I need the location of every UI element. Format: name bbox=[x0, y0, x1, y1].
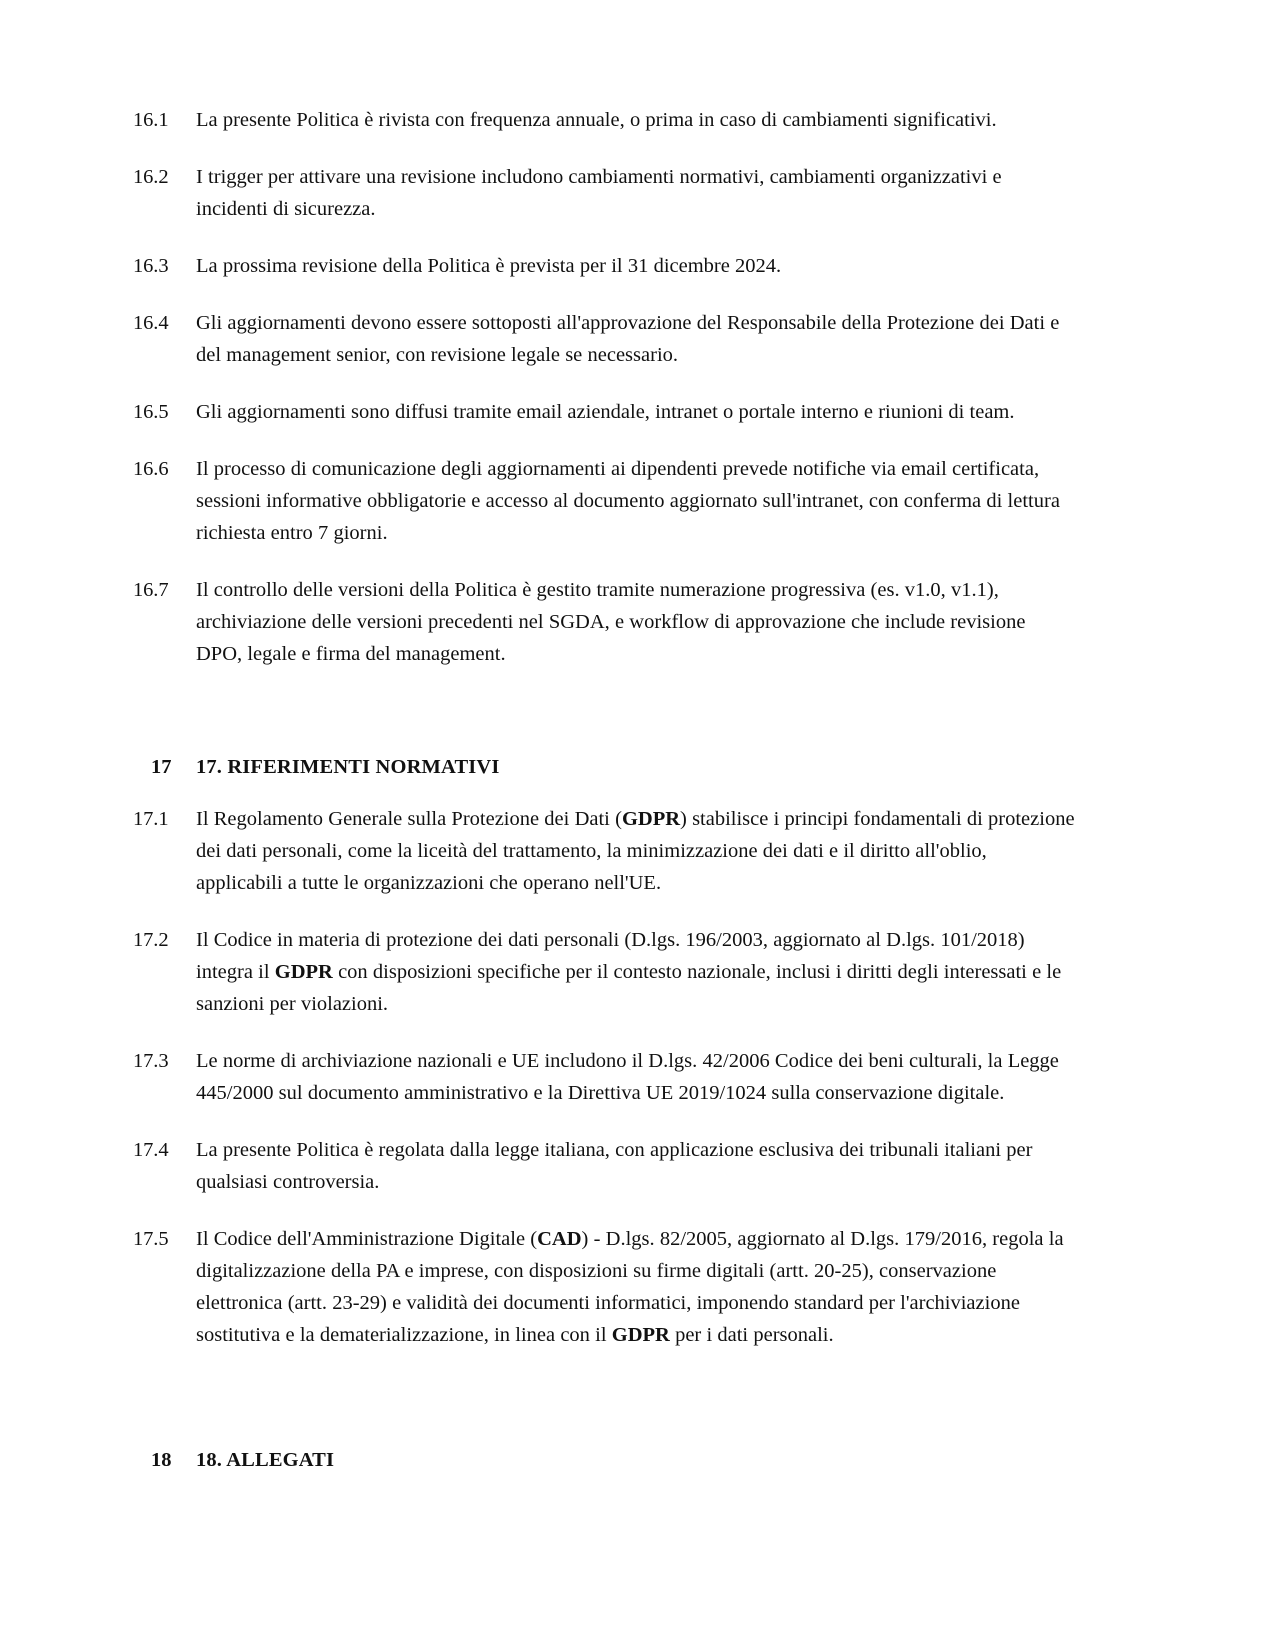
clause-body: Le norme di archiviazione nazionali e UE includono il D.lgs. 42/2006 Codice dei beni culturali, la Legge 445/2000 sul documento amministrativo e la Direttiva UE 2019/1024 sulla conservazione digitale. bbox=[196, 1050, 1059, 1104]
clause-item bbox=[133, 803, 1076, 899]
clause-body: La presente Politica è regolata dalla legge italiana, con applicazione esclusiva dei tribunali italiani per qualsiasi controversia. bbox=[196, 1139, 1033, 1193]
clause-item bbox=[133, 161, 1076, 225]
clause-body: Il Codice in materia di protezione dei dati personali (D.lgs. 196/2003, aggiornato al D.lgs. 101/2018) integra il GDPR con disposizioni specifiche per il contesto nazionale, inclusi i diritti degli interessati e le sanzioni per violazioni. bbox=[196, 929, 1062, 1015]
clause-body: Il processo di comunicazione degli aggiornamenti ai dipendenti prevede notifiche via email certificata, sessioni informative obbligatorie e accesso al documento aggiornato sull'intranet, con conferma di lettura richiesta entro 7 giorni. bbox=[196, 458, 1060, 544]
spacer bbox=[133, 1376, 1076, 1444]
spacer bbox=[133, 783, 1076, 803]
clause-item bbox=[133, 307, 1076, 371]
clause-number: 16.5 bbox=[133, 401, 169, 423]
clause-number: 16.6 bbox=[133, 458, 169, 480]
section-heading-number: 18 bbox=[151, 1449, 172, 1471]
clause-body: I trigger per attivare una revisione includono cambiamenti normativi, cambiamenti organizzativi e incidenti di sicurezza. bbox=[196, 166, 1002, 220]
clause-item bbox=[133, 1134, 1076, 1198]
clause-body: La presente Politica è rivista con frequenza annuale, o prima in caso di cambiamenti significativi. bbox=[196, 109, 997, 131]
clause-number: 16.2 bbox=[133, 166, 169, 188]
emphasis-term: CAD bbox=[537, 1228, 582, 1250]
emphasis-term: GDPR bbox=[621, 808, 681, 830]
clause-item bbox=[133, 104, 1076, 136]
section-heading-17 bbox=[133, 751, 1076, 783]
clause-body: La prossima revisione della Politica è prevista per il 31 dicembre 2024. bbox=[196, 255, 782, 277]
clause-body: Il Regolamento Generale sulla Protezione dei Dati (GDPR) stabilisce i principi fondamentali di protezione dei dati personali, come la liceità del trattamento, la minimizzazione dei dati e il diritto all'oblio, applicabili a tutte le organizzazioni che operano nell'UE. bbox=[196, 808, 1075, 894]
section-heading-18 bbox=[133, 1444, 1076, 1476]
clause-list-17 bbox=[133, 803, 1076, 1351]
clause-number: 17.5 bbox=[133, 1228, 169, 1250]
clause-number: 17.3 bbox=[133, 1050, 169, 1072]
clause-body: Il controllo delle versioni della Politica è gestito tramite numerazione progressiva (es. v1.0, v1.1), archiviazione delle versioni precedenti nel SGDA, e workflow di approvazione che include revisione DPO, legale e firma del management. bbox=[196, 579, 1026, 665]
clause-number: 16.1 bbox=[133, 109, 169, 131]
section-heading-title: 18. ALLEGATI bbox=[196, 1449, 335, 1471]
spacer bbox=[133, 695, 1076, 751]
clause-item bbox=[133, 250, 1076, 282]
clause-item bbox=[133, 1045, 1076, 1109]
clause-item bbox=[133, 396, 1076, 428]
clause-number: 16.3 bbox=[133, 255, 169, 277]
clause-number: 17.4 bbox=[133, 1139, 169, 1161]
clause-number: 17.2 bbox=[133, 929, 169, 951]
clause-body: Gli aggiornamenti sono diffusi tramite email aziendale, intranet o portale interno e riunioni di team. bbox=[196, 401, 1015, 423]
clause-item bbox=[133, 574, 1076, 670]
clause-item bbox=[133, 924, 1076, 1020]
clause-body: Gli aggiornamenti devono essere sottoposti all'approvazione del Responsabile della Protezione dei Dati e del management senior, con revisione legale se necessario. bbox=[196, 312, 1060, 366]
section-heading-title: 17. RIFERIMENTI NORMATIVI bbox=[196, 756, 500, 778]
clause-number: 17.1 bbox=[133, 808, 169, 830]
section-heading-number: 17 bbox=[151, 756, 172, 778]
page-content bbox=[133, 104, 1076, 1476]
clause-item bbox=[133, 453, 1076, 549]
clause-number: 16.4 bbox=[133, 312, 169, 334]
clause-list-16 bbox=[133, 104, 1076, 670]
clause-body: Il Codice dell'Amministrazione Digitale (CAD) - D.lgs. 82/2005, aggiornato al D.lgs. 179/2016, regola la digitalizzazione della PA e imprese, con disposizioni su firme digitali (artt. 20-25), conservazione elettronica (artt. 23-29) e validità dei documenti informatici, imponendo standard per l'archiviazione sostitutiva e la dematerializzazione, in linea con il GDPR per i dati personali. bbox=[196, 1228, 1064, 1346]
clause-item bbox=[133, 1223, 1076, 1351]
emphasis-term: GDPR bbox=[611, 1324, 670, 1346]
emphasis-term: GDPR bbox=[274, 961, 333, 983]
clause-number: 16.7 bbox=[133, 579, 169, 601]
